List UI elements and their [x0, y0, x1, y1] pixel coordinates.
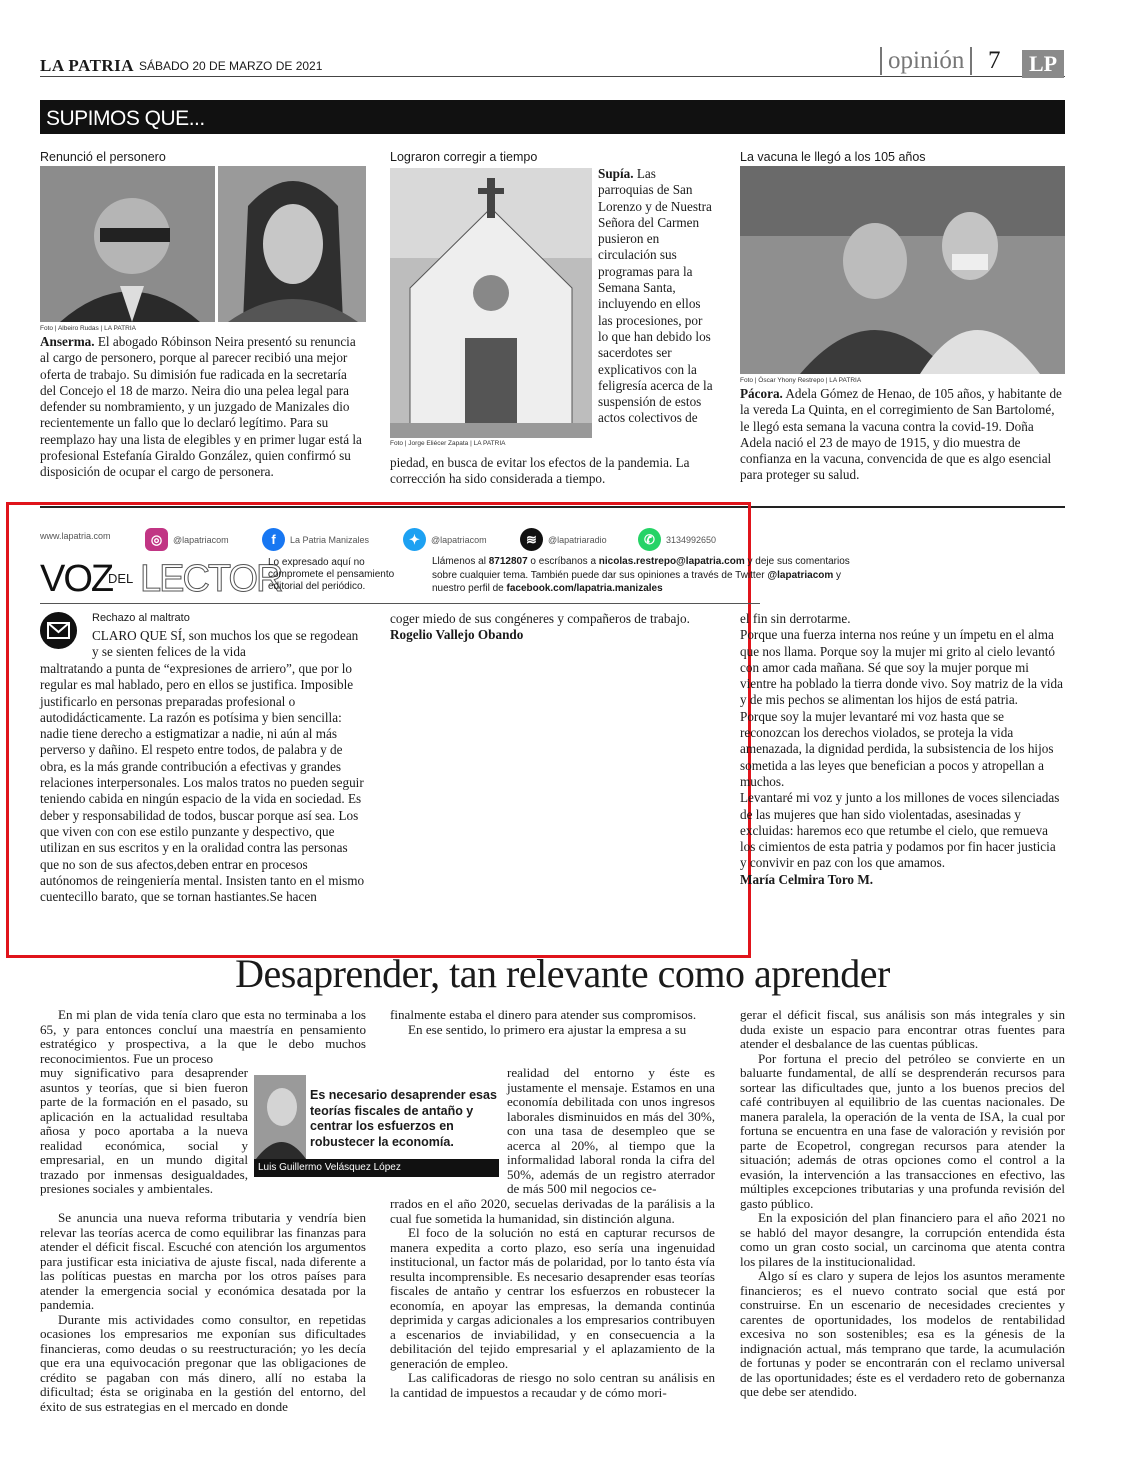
item-kicker: Lograron corregir a tiempo — [390, 150, 538, 164]
letter-body: maltratando a punta de “expresiones de arriero”, que por lo regular es mal hablado, pero en ellos se justifica. Imposible justificarlo en personas preparadas profesional o autodidácticamente. La razón es potísima y bien sencilla: nadie tiene derecho a estigmatizar a nadie, ni aún al más perverso y dañino. El respeto entre todos, de palabra y de obra, es la más grande contribución a efectivas y grandes relaciones interpersonales. Los malos tratos no pueden seguir teniendo cabida en ningún espacio de la vida en sociedad. Es deber y responsabilidad de todos, buscar porque así sea. Los que viven con con ese estilo punzante y despectivo, que utilizan en sus escritos y en la oralidad contra las personas que no son de sus afectos,deben entrar en procesos autónomos de reingeniería mental. Insisten tanto en el mismo cuentecillo barato, que se tornan hastiantes.Se hacen — [40, 661, 365, 905]
whatsapp-link[interactable]: ✆ 3134992650 — [638, 528, 716, 551]
twitter-icon: ✦ — [403, 528, 426, 551]
letter-intro: CLARO QUE SÍ, son muchos los que se regodean y se sienten felices de la vida — [92, 628, 359, 660]
ed-col1-top: En mi plan de vida tenía claro que esta no terminaba a los 65, y para entonces concluí una maestría en pensamiento estratégico y prospectiva, a la que le debo muchos reconocimientos. Fue un proceso — [40, 1007, 366, 1066]
pull-quote: Es necesario desaprender esas teorías fiscales de antaño y centrar los esfuerzos en robustecer la economía. — [310, 1088, 497, 1149]
page-number: 7 — [988, 47, 1001, 74]
contact-email[interactable]: nicolas.restrepo@lapatria.com — [598, 556, 745, 567]
whatsapp-icon: ✆ — [638, 528, 661, 551]
lp-logo: LP — [1022, 50, 1064, 78]
ed-col2-top: finalmente estaba el dinero para atender sus compromisos. En ese sentido, lo primero era ajustar la empresa a su — [390, 1007, 697, 1037]
author-photo — [254, 1075, 306, 1159]
facebook-link[interactable]: f La Patria Manizales — [262, 528, 369, 551]
item-body-bottom: piedad, en busca de evitar los efectos de la pandemia. La corrección ha sido considerada a tiempo. — [390, 455, 690, 487]
ed-col2-bottom: rrados en el año 2020, secuelas derivadas de la parálisis a la cual fue sometida la humanidad, sin distinción alguna. El foco de la solución no está en capturar recursos de manera expedita a corto plazo, eso sería una ingenuidad institucional, un factor más de polaridad, por lo tanto ésta vía resulta incomprensible. Es necesario desaprender esas teorías fiscales de antaño y centrar los esfuerzos en robustecer la economía, en apoyar las empresas, la demanda continúa deprimida y cargas adicionales a los empresarios contribuyen a escenarios de inviabilidad, y en consecuencia a la debilitación del tejido empresarial y el aplazamiento de la generación de empleo. Las calificadoras de riesgo no solo centran su análisis en la cantidad de impuestos a recaudar y de cómo mori- — [390, 1196, 715, 1400]
personero-photo — [40, 166, 215, 322]
item-kicker: La vacuna le llegó a los 105 años — [740, 150, 926, 164]
letter2-body: el fin sin derrotarme. Porque una fuerza interna nos reúne y un ímpetu en el alma que nos llama. Porque soy la mujer mi grito al cielo levantó con amor cada mañana. Sé que soy la mujer porque mi vientre ha poblado la tierra donde vivo. Soy matriz de la vida y de mis pechos se alimentan los hijos de está patria. Porque soy la mujer levantaré mi voz hasta que se reconozcan los derechos violados, se proteja la vida amenazada, la dignidad perdida, la subsistencia de los hijos sometida a las leyes que benefician a pocos y atropellan a muchos. Levantaré mi voz y junto a los millones de voces silenciadas de las mujeres que han sido violentadas, asesinadas y excluidas: haremos eco que retumbe el cielo, que remueva los cimientos de esta patria y podamos por fin hacer justicia y convivir en paz con los que amamos. María Celmira Toro M. — [740, 611, 1063, 887]
instagram-link[interactable]: ◎ @lapatriacom — [145, 528, 229, 551]
letter2-signature: María Celmira Toro M. — [740, 871, 874, 887]
spotify-icon: ≋ — [520, 528, 543, 551]
ed-col3: gerar el déficit fiscal, sus análisis son más integrales y sin duda existe un espacio para encontrar otras fuentes para atender el desbalance de las cuentas públicas. Por fortuna el precio del petróleo se convierte en un baluarte fundamental, de allí se desprenderán recursos para sortear las dificultades que, junto a los buenos precios del café contribuyen al equilibrio de las cuentas nacionales. De manera paralela, la operación de la venta de ISA, la cual por fortuna se encuentra en una fase de valoración y revisión por parte de Ecopetrol, congregan recursos para atender la situación; además de otras opciones como el control a la evasión, la intervención a las transacciones en efectivo, las múltiples excepciones tributarias y una profunda revisión del gasto público. En la exposición del plan financiero para el año 2021 no se habló del mayor desangre, la corrupción entendida ésta como un gran costo social, un carcinoma que atenta contra los pilares de la institucionalidad. Algo sí es claro y supera de lejos los asuntos meramente financieros; es el nuevo contrato social que está por construirse. En un escenario de necesidades crecientes y carentes de oportunidades, los modelos de rentabilidad excesiva no son sostenibles; esa es la génesis de la indignación actual, más temprano que tarde, la acumulación de fortunas y poder se encontrarán con el reclamo universal de las oportunidades; éste es el verdadero reto de gobernanza que debe ser atendido. — [740, 1007, 1065, 1399]
del-word: DEL — [108, 571, 134, 586]
lector-word: LECTOR — [140, 558, 282, 600]
ed-col2-wrap: realidad del entorno y éste es justamente el mensaje. Estamos en una economía debilitada con unos ingresos laborales disminuidos en más del 30%, con una tasa de desempleo que se acerca al 20%, al tiempo que la informalidad laboral ronda la cifra del 50%, además de un registro aterrador de más 500 mil negocios ce- — [507, 1065, 715, 1196]
item-place: Supía. — [598, 166, 634, 181]
author-name: Luis Guillermo Velásquez López — [254, 1159, 499, 1177]
voz-rule — [40, 603, 760, 604]
spotify-link[interactable]: ≋ @lapatriaradio — [520, 528, 607, 551]
photo-credit: Foto | Óscar Yhony Restrepo | LA PATRIA — [740, 377, 862, 384]
section-name: opinión — [880, 47, 972, 75]
church-photo — [390, 168, 592, 438]
item-place: Pácora. — [740, 386, 783, 401]
personera-photo — [218, 166, 366, 322]
photo-credit: Foto | Albeiro Rudas | LA PATRIA — [40, 325, 136, 332]
supimos-title: SUPIMOS QUE... — [46, 107, 205, 130]
site-link[interactable]: www.lapatria.com — [40, 531, 111, 541]
photo-credit: Foto | Jorge Eliécer Zapata | LA PATRIA — [390, 440, 506, 447]
letter-signature: Rogelio Vallejo Obando — [390, 627, 524, 642]
twitter-link[interactable]: ✦ @lapatriacom — [403, 528, 487, 551]
item-body: Anserma. El abogado Róbinson Neira presentó su renuncia al cargo de personero, porque al parecer recibió una mejor oferta de trabajo. Su dimisión fue radicada en la secretaría del Concejo el 18 de marzo. Neira dio una pelea legal para defender su nombramiento, y un juzgado de Manizales dio recientemente un fallo que lo declaró legítimo. Para su reemplazo hay una lista de elegibles y en primer lugar está la profesional Estefanía Giraldo González, quien confirmó su disposición de ocupar el cargo de personera. — [40, 334, 362, 480]
issue-date: SÁBADO 20 DE MARZO DE 2021 — [139, 59, 323, 73]
item-body-side: Supía. Las parroquias de San Lorenzo y de Nuestra Señora del Carmen pusieron en circulación sus programas para la Semana Santa, incluyendo en ellos las procesiones, por lo que han debido los sacerdotes ser explicativos con la feligresía acerca de la suspensión de estos actos colectivos de — [598, 166, 713, 426]
ed-col1-wrap: muy significativo para desaprender asuntos y teorías, que si bien fueron parte de la formación en el pasado, su aplicación en la actualidad resultaba añosa y poco aportaba a la nueva realidad económica, social y empresarial, en un mundo digital trazado por inmensas desigualdades, presiones sociales y ambientales. — [40, 1065, 248, 1196]
ed-col1-bottom: Se anuncia una nueva reforma tributaria y vendría bien relevar las teorías acerca de como equilibrar las finanzas para atender el déficit fiscal. Escuché con atención los argumentos para justificar esta iniciativa de ajuste fiscal, nada diferente a las políticas puestas en marcha por los otros países para atender la emergencia social y económica desatada por la pandemia. Durante mis actividades como consultor, en repetidas ocasiones los empresarios me exponían sus dificultades financieras, como deudas o su reestructuración; yo les decía que era una equivocación pregonar que las obligaciones de crédito se pagaban con más dinero, allí no estaba la dificultad; ésta se originaba en la gestión del entorno, del éxito de sus estrategias en el mercado en donde — [40, 1210, 366, 1414]
item-place: Anserma. — [40, 334, 95, 349]
mail-icon — [40, 612, 77, 649]
voz-disclaimer: Lo expresado aquí no compromete el pensamiento editorial del periódico. — [268, 557, 395, 592]
letter-cont: coger miedo de sus congéneres y compañeros de trabajo. — [390, 611, 690, 626]
instagram-icon: ◎ — [145, 528, 168, 551]
voz-word: VOZ — [40, 558, 113, 600]
header-rule — [40, 76, 1065, 77]
item-body: Pácora. Adela Gómez de Henao, de 105 años, y habitante de la vereda La Quinta, en el corregimiento de San Bartolomé, le llegó esta semana la vacuna contra la covid-19. Doña Adela nació el 23 de mayo de 1915, y dio muestra de confianza en la vacuna, convencida de que es algo esencial para proteger su salud. — [740, 386, 1062, 483]
masthead-brand: LA PATRIA — [40, 56, 135, 75]
voz-contact: Llámenos al 8712807 o escríbanos a nicolas.restrepo@lapatria.com y deje sus comentarios sobre cualquier tema. También puede dar sus opiniones a través de Twitter @lapatriacom y nuestro perfil de facebook.com/lapatria.manizales — [432, 556, 850, 594]
facebook-icon: f — [262, 528, 285, 551]
editorial-title: Desaprender, tan relevante como aprender — [235, 951, 890, 996]
item-kicker: Renunció el personero — [40, 150, 166, 164]
vaccine-photo — [740, 166, 1065, 374]
letter-title: Rechazo al maltrato — [92, 612, 190, 624]
